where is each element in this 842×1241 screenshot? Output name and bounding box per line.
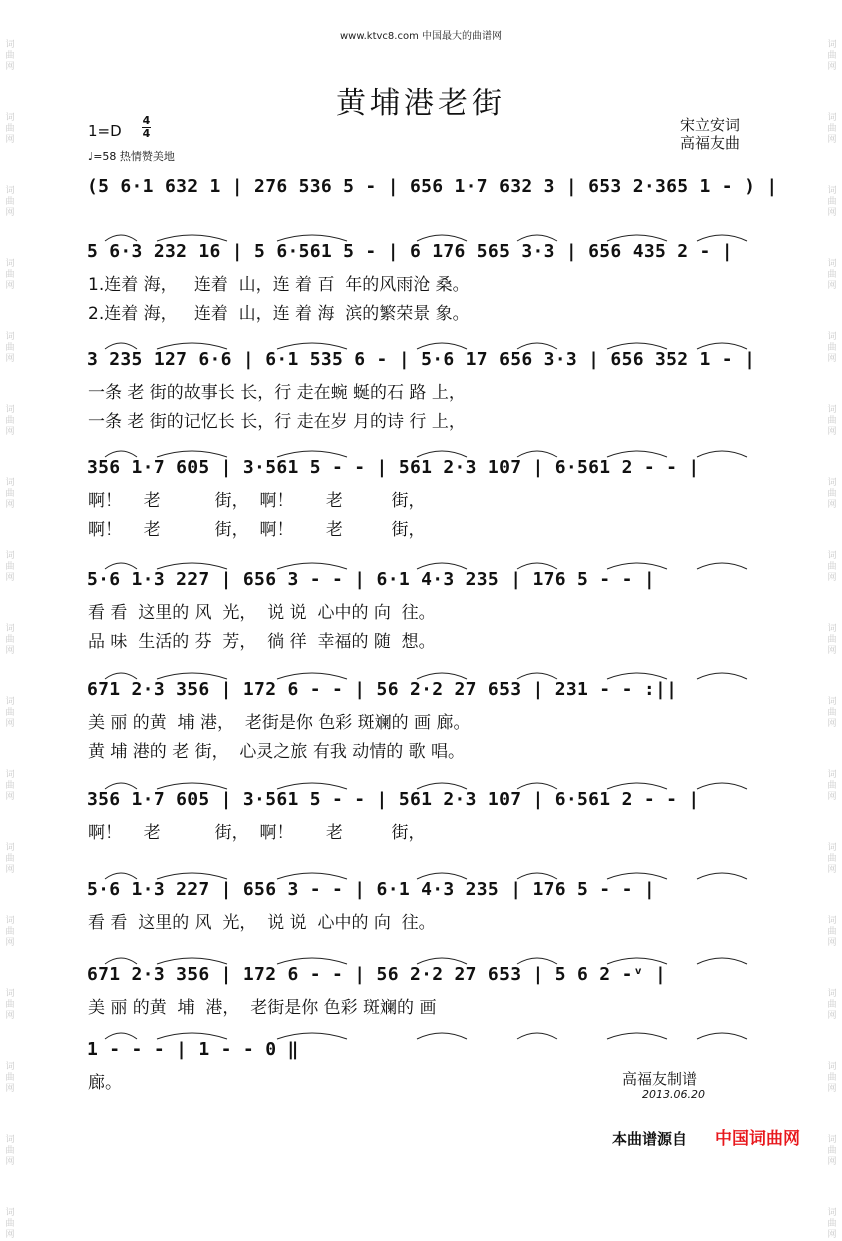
watermark-text: 词 曲 网 bbox=[5, 624, 15, 656]
notation-row bbox=[87, 443, 767, 483]
lyricist: 宋立安词 bbox=[680, 116, 741, 134]
time-signature-bottom: 4 bbox=[142, 127, 151, 140]
lyric-line: 美 丽 的黄 埔 港， 老街是你 色彩 斑斓的 画 bbox=[88, 998, 437, 1018]
watermark-text: 词 曲 网 bbox=[5, 989, 15, 1021]
watermark-text: 词 曲 网 bbox=[5, 478, 15, 510]
watermark-text: 词 曲 网 bbox=[827, 113, 837, 145]
lyric-line: 一条 老 街的记忆长 长，行 走在岁 月的诗 行 上， bbox=[88, 412, 466, 432]
watermark-text: 词 曲 网 bbox=[827, 478, 837, 510]
notation-line: 3 235 127 6·6 | 6·1 535 6 - | 5·6 17 656 3·3 | 656 352 1 - | bbox=[87, 349, 756, 370]
watermark-text: 词 曲 网 bbox=[827, 405, 837, 437]
watermark-text: 词 曲 网 bbox=[5, 40, 15, 72]
watermark-text: 词 曲 网 bbox=[5, 770, 15, 802]
watermark-text: 词 曲 网 bbox=[5, 1062, 15, 1094]
watermark-text: 词 曲 网 bbox=[827, 186, 837, 218]
composer: 高福友曲 bbox=[680, 134, 741, 152]
notation-row bbox=[87, 162, 778, 202]
notation-row bbox=[87, 665, 767, 705]
watermark-text: 词 曲 网 bbox=[5, 916, 15, 948]
watermark-text: 词 曲 网 bbox=[5, 1208, 15, 1240]
notation-line: 5·6 1·3 227 | 656 3 - - | 6·1 4·3 235 | 176 5 - - | bbox=[87, 879, 655, 900]
watermark-text: 词 曲 网 bbox=[827, 551, 837, 583]
lyric-line: 美 丽 的黄 埔 港， 老街是你 色彩 斑斓的 画 廊。 bbox=[88, 713, 471, 733]
watermark-text: 词 曲 网 bbox=[5, 332, 15, 364]
notation-row bbox=[87, 950, 767, 990]
watermark-text: 词 曲 网 bbox=[827, 624, 837, 656]
lyric-line: 看 看 这里的 风 光， 说 说 心中的 向 往。 bbox=[88, 913, 436, 933]
lyric-line: 一条 老 街的故事长 长，行 走在蜿 蜒的石 路 上， bbox=[88, 383, 466, 403]
lyric-line: 品 味 生活的 芬 芳， 徜 徉 幸福的 随 想。 bbox=[88, 632, 436, 652]
notation-line: 671 2·3 356 | 172 6 - - | 56 2·2 27 653 | 5 6 2 -ᵛ | bbox=[87, 964, 667, 985]
credits bbox=[680, 116, 740, 152]
song-title: 黄埔港老街 bbox=[336, 86, 506, 121]
watermark-right bbox=[825, 0, 839, 1240]
notation-line: 5 6·3 232 16 | 5 6·561 5 - | 6 176 565 3·3 | 656 435 2 - | bbox=[87, 241, 733, 262]
watermark-text: 词 曲 网 bbox=[827, 697, 837, 729]
notation-line: 1 - - - | 1 - - 0 ‖ bbox=[87, 1039, 299, 1060]
notation-line: (5 6·1 632 1 | 276 536 5 - | 656 1·7 632 3 | 653 2·365 1 - ) | bbox=[87, 176, 778, 197]
lyric-line: 啊！ 老 街， 啊！ 老 街， bbox=[88, 823, 426, 843]
key-signature: 1=D bbox=[88, 122, 122, 140]
watermark-text: 词 曲 网 bbox=[827, 916, 837, 948]
watermark-text: 词 曲 网 bbox=[827, 1062, 837, 1094]
notation-line: 356 1·7 605 | 3·561 5 - - | 561 2·3 107 | 6·561 2 - - | bbox=[87, 789, 700, 810]
arranger-credit: 高福友制谱 bbox=[622, 1070, 698, 1088]
watermark-text: 词 曲 网 bbox=[5, 843, 15, 875]
lyric-line: 2.连着 海， 连着 山，连 着 海 滨的繁荣景 象。 bbox=[88, 304, 470, 324]
watermark-text: 词 曲 网 bbox=[5, 551, 15, 583]
watermark-text: 词 曲 网 bbox=[5, 1135, 15, 1167]
notation-line: 5·6 1·3 227 | 656 3 - - | 6·1 4·3 235 | 176 5 - - | bbox=[87, 569, 655, 590]
notation-row bbox=[87, 775, 767, 815]
time-signature-top: 4 bbox=[142, 114, 151, 127]
watermark-text: 词 曲 网 bbox=[5, 697, 15, 729]
tempo-marking: ♩=58 热情赞美地 bbox=[88, 150, 175, 163]
watermark-text: 词 曲 网 bbox=[827, 259, 837, 291]
notation-row bbox=[87, 335, 767, 375]
watermark-text: 词 曲 网 bbox=[5, 186, 15, 218]
time-signature bbox=[142, 115, 151, 139]
notation-row bbox=[87, 227, 767, 267]
notation-row bbox=[87, 865, 767, 905]
notation-row bbox=[87, 555, 767, 595]
lyric-line: 1.连着 海， 连着 山，连 着 百 年的风雨沧 桑。 bbox=[88, 275, 470, 295]
lyric-line: 廊。 bbox=[88, 1073, 122, 1093]
watermark-text: 词 曲 网 bbox=[5, 113, 15, 145]
source-credit bbox=[612, 1124, 800, 1149]
lyric-line: 啊！ 老 街， 啊！ 老 街， bbox=[88, 491, 426, 511]
watermark-text: 词 曲 网 bbox=[827, 332, 837, 364]
watermark-text: 词 曲 网 bbox=[5, 405, 15, 437]
watermark-text: 词 曲 网 bbox=[827, 40, 837, 72]
arrangement-date: 2013.06.20 bbox=[642, 1088, 705, 1101]
watermark-left bbox=[3, 0, 17, 1240]
watermark-text: 词 曲 网 bbox=[827, 989, 837, 1021]
source-brand[interactable]: 中国词曲网 bbox=[715, 1129, 801, 1149]
watermark-text: 词 曲 网 bbox=[827, 1208, 837, 1240]
notation-row bbox=[87, 1025, 767, 1065]
site-link[interactable]: www.ktvc8.com 中国最大的曲谱网 bbox=[339, 31, 502, 42]
watermark-text: 词 曲 网 bbox=[827, 1135, 837, 1167]
lyric-line: 啊！ 老 街， 啊！ 老 街， bbox=[88, 520, 426, 540]
lyric-line: 黄 埔 港的 老 街， 心灵之旅 有我 动情的 歌 唱。 bbox=[88, 742, 466, 762]
lyric-line: 看 看 这里的 风 光， 说 说 心中的 向 往。 bbox=[88, 603, 436, 623]
watermark-text: 词 曲 网 bbox=[5, 259, 15, 291]
source-label: 本曲谱源自 bbox=[612, 1130, 688, 1148]
watermark-text: 词 曲 网 bbox=[827, 770, 837, 802]
watermark-text: 词 曲 网 bbox=[827, 843, 837, 875]
notation-line: 671 2·3 356 | 172 6 - - | 56 2·2 27 653 | 231 - - :|| bbox=[87, 679, 678, 700]
notation-line: 356 1·7 605 | 3·561 5 - - | 561 2·3 107 | 6·561 2 - - | bbox=[87, 457, 700, 478]
